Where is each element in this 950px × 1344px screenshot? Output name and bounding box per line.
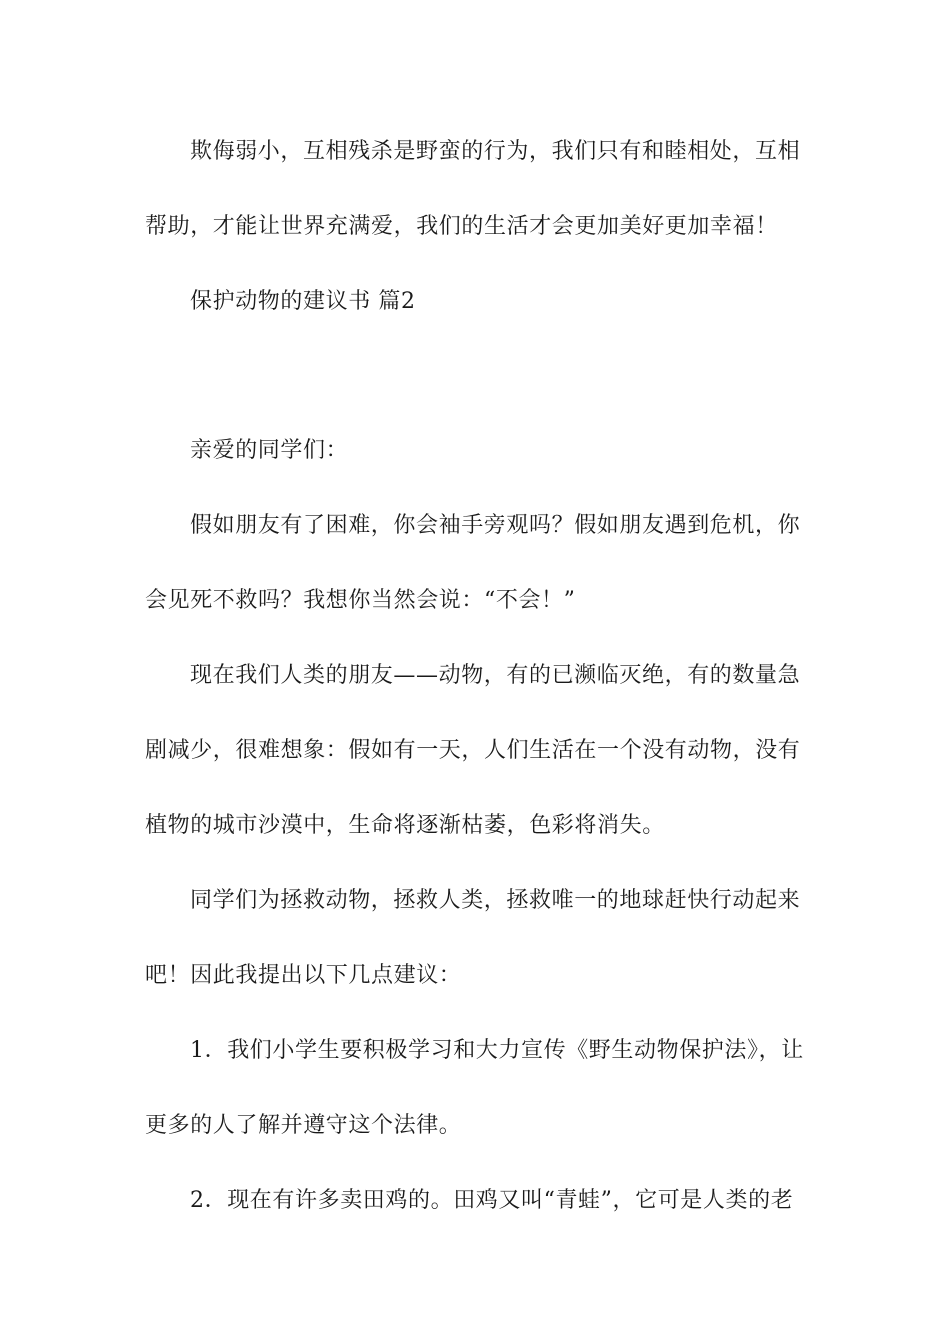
- paragraph-line: 剧减少，很难想象：假如有一天，人们生活在一个没有动物，没有: [145, 738, 801, 763]
- section-heading: 保护动物的建议书 篇2: [190, 289, 416, 314]
- paragraph-line: 欺侮弱小，互相残杀是野蛮的行为，我们只有和睦相处，互相: [190, 139, 801, 164]
- paragraph-line: 会见死不救吗？我想你当然会说：“不会！”: [145, 588, 576, 613]
- paragraph-line: 植物的城市沙漠中，生命将逐渐枯萎，色彩将消失。: [145, 813, 665, 838]
- paragraph-line: 吧！因此我提出以下几点建议：: [145, 963, 462, 988]
- paragraph-line: 同学们为拯救动物，拯救人类，拯救唯一的地球赶快行动起来: [190, 888, 801, 913]
- paragraph-line: 假如朋友有了困难，你会袖手旁观吗？假如朋友遇到危机，你: [190, 513, 801, 538]
- list-item-line: 1．我们小学生要积极学习和大力宣传《野生动物保护法》，让: [190, 1038, 804, 1063]
- salutation: 亲爱的同学们：: [190, 438, 349, 463]
- paragraph-line: 现在我们人类的朋友——动物，有的已濒临灭绝，有的数量急: [190, 663, 801, 688]
- list-item-line: 2．现在有许多卖田鸡的。田鸡又叫“青蛙”，它可是人类的老: [190, 1188, 794, 1213]
- paragraph-line: 帮助，才能让世界充满爱，我们的生活才会更加美好更加幸福！: [145, 214, 778, 239]
- list-item-line: 更多的人了解并遵守这个法律。: [145, 1113, 462, 1138]
